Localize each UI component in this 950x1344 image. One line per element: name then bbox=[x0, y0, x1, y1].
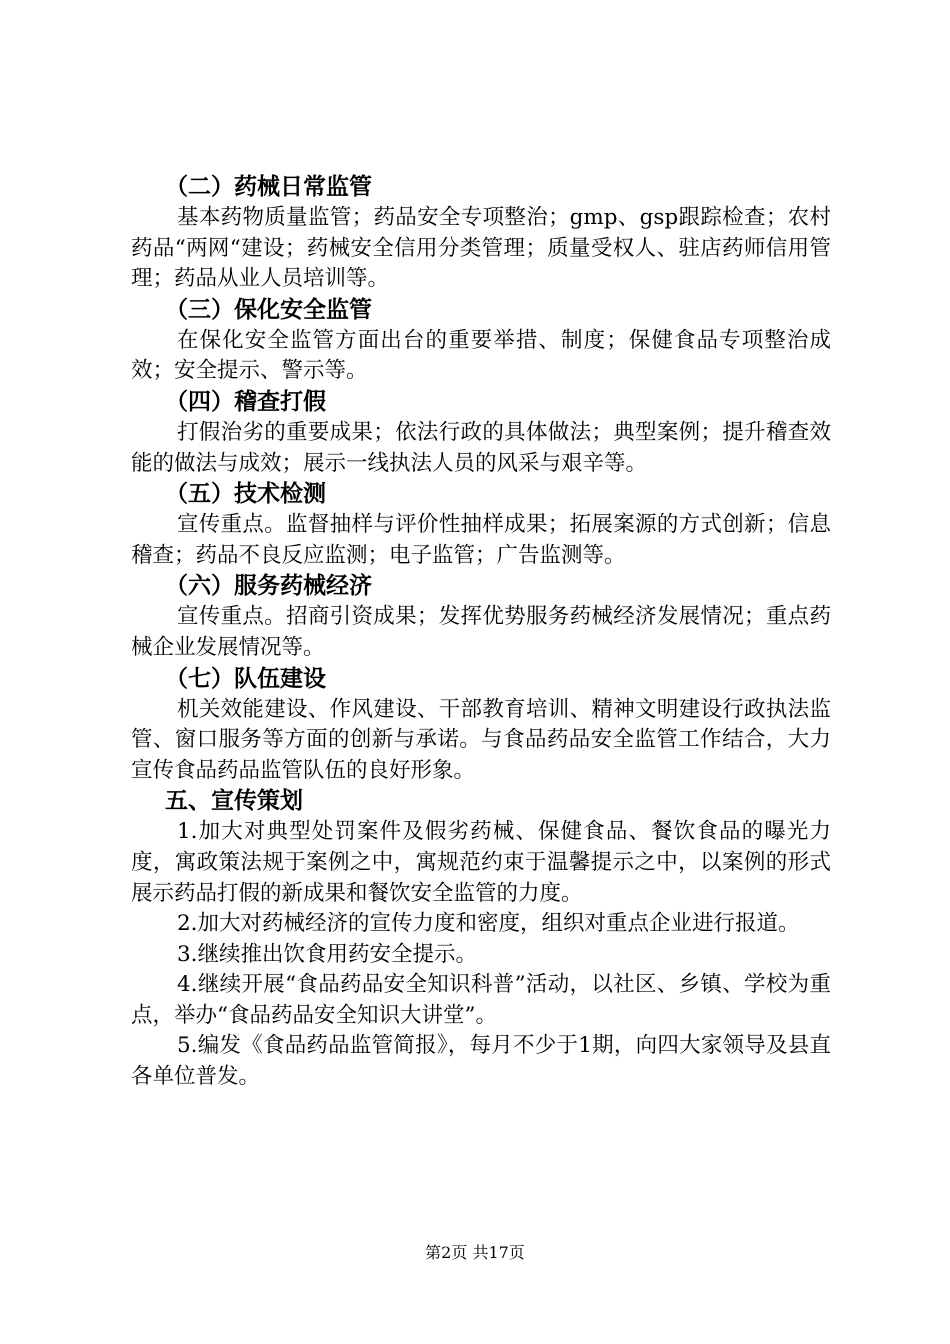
section-body-team-building: 机关效能建设、作风建设、干部教育培训、精神文明建设行政执法监管、窗口服务等方面的创新与承诺。与食品药品安全监管工作结合，大力宣传食品药品监管队伍的良好形象。 bbox=[131, 696, 831, 783]
section-heading-serve-economy: （六）服务药械经济 bbox=[165, 573, 372, 600]
section-body-health-cosmetics-safety: 在保化安全监管方面出台的重要举措、制度；保健食品专项整治成效；安全提示、警示等。 bbox=[131, 327, 831, 384]
plan-item-2: 2.加大对药械经济的宣传力度和密度，组织对重点企业进行报道。 bbox=[177, 911, 800, 937]
section-body-drug-device-routine: 基本药物质量监管；药品安全专项整治；gmp、gsp跟踪检查；农村药品“两网“建设；药械安全信用分类管理；质量受权人、驻店药师信用管理；药品从业人员培训等。 bbox=[131, 205, 831, 292]
plan-item-1: 1.加大对典型处罚案件及假劣药械、保健食品、餐饮食品的曝光力度，寓政策法规于案例之中，寓规范约束于温馨提示之中，以案例的形式展示药品打假的新成果和餐饮安全监管的力度。 bbox=[131, 819, 831, 906]
page-content bbox=[131, 172, 831, 1093]
plan-item-5: 5.编发《食品药品监管简报》，每月不少于1期，向四大家领导及县直各单位普发。 bbox=[131, 1033, 831, 1090]
section-body-technical-testing: 宣传重点。监督抽样与评价性抽样成果；拓展案源的方式创新；信息稽查；药品不良反应监测；电子监管；广告监测等。 bbox=[131, 512, 831, 568]
section-heading-health-cosmetics-safety: （三）保化安全监管 bbox=[165, 296, 372, 323]
page-footer: 第2页 共17页 bbox=[425, 1243, 525, 1262]
plan-item-3: 3.继续推出饮食用药安全提示。 bbox=[177, 941, 478, 967]
plan-heading: 五、宣传策划 bbox=[165, 788, 303, 815]
section-body-serve-economy: 宣传重点。招商引资成果；发挥优势服务药械经济发展情况；重点药械企业发展情况等。 bbox=[131, 604, 831, 660]
section-heading-inspection-anti-counterfeit: （四）稽查打假 bbox=[165, 388, 326, 415]
section-heading-technical-testing: （五）技术检测 bbox=[165, 481, 326, 508]
section-body-inspection-anti-counterfeit: 打假治劣的重要成果；依法行政的具体做法；典型案例；提升稽查效能的做法与成效；展示一线执法人员的风采与艰辛等。 bbox=[131, 419, 831, 476]
section-heading-team-building: （七）队伍建设 bbox=[165, 665, 326, 692]
plan-item-4: 4.继续开展“食品药品安全知识科普”活动，以社区、乡镇、学校为重点，举办“食品药品安全知识大讲堂”。 bbox=[131, 972, 831, 1028]
section-heading-drug-device-routine: （二）药械日常监管 bbox=[165, 174, 372, 200]
